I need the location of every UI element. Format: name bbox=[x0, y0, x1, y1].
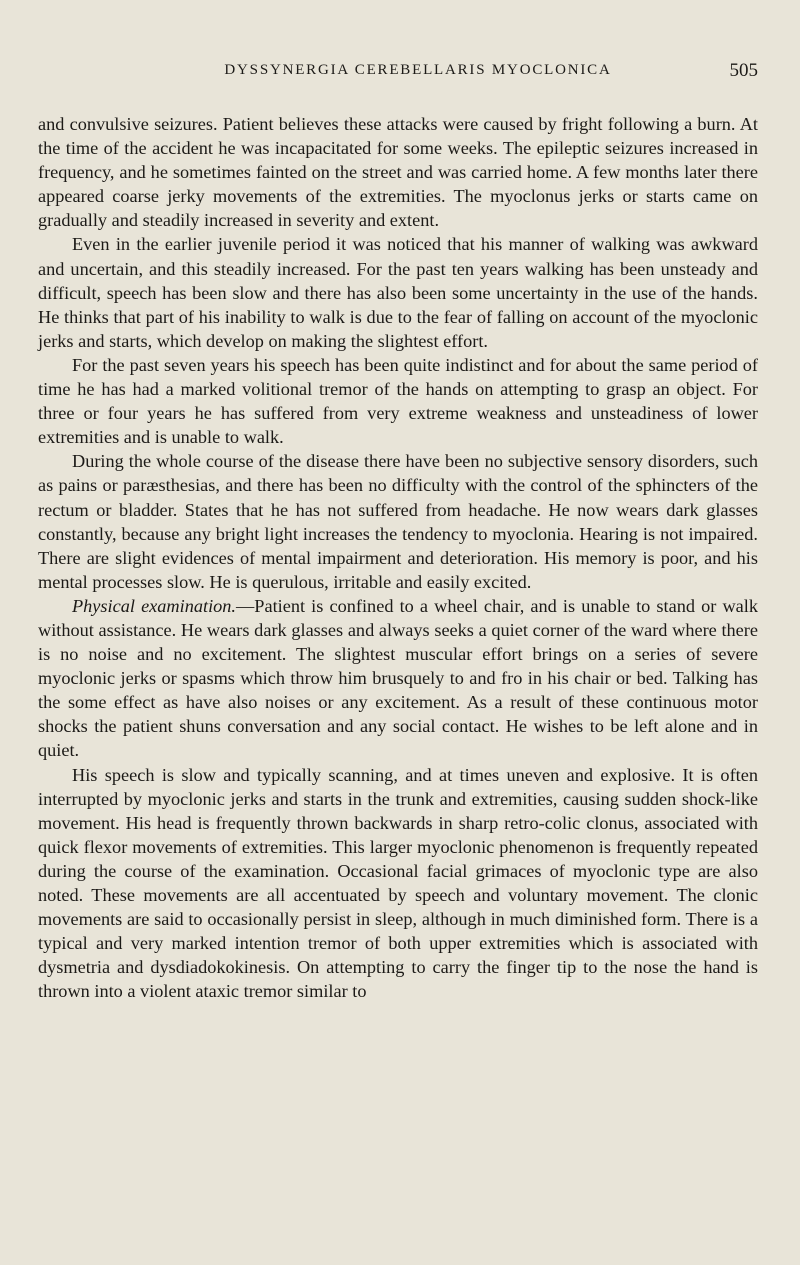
page-header bbox=[38, 62, 758, 88]
body-text bbox=[38, 112, 758, 1003]
paragraph: For the past seven years his speech has been quite indistinct and for about the same period of time he has had a marked volitional tremor of the hands on attempting to grasp an object. For three or four years he has suffered from very extreme weakness and unsteadiness of lower extremities and is unable to walk. bbox=[38, 354, 758, 448]
section-heading: Physical examination. bbox=[72, 595, 237, 616]
paragraph-text: —Patient is confined to a wheel chair, and is unable to stand or walk without assistance. He wears dark glasses and always seeks a quiet corner of the ward where there is no noise and no excitement. The slightest muscular effort brings on a series of severe myoclonic jerks or spasms which throw him brusquely to and fro in his chair or bed. Talking has the some effect as have also noises or any excitement. As a result of these continuous motor shocks the patient shuns conversation and any social contact. He wishes to be left alone and in quiet. bbox=[38, 595, 758, 761]
paragraph: Even in the earlier juvenile period it was noticed that his manner of walking was awkward and uncertain, and this steadily increased. For the past ten years walking has been unsteady and difficult, speech has been slow and there has also been some uncertainty in the use of the hands. He thinks that part of his inability to walk is due to the fear of falling on account of the myoclonic jerks and starts, which develop on making the slightest effort. bbox=[38, 234, 758, 351]
running-title: DYSSYNERGIA CEREBELLARIS MYOCLONICA bbox=[224, 62, 612, 78]
paragraph: His speech is slow and typically scanning, and at times uneven and explosive. It is often interrupted by myoclonic jerks and starts in the trunk and extremities, causing sudden shock-like movement. His head is frequently thrown backwards in sharp retro-colic clonus, associated with quick flexor movements of extremities. This larger myoclonic phenomenon is frequently repeated during the course of the examination. Occasional facial grimaces of myoclonic type are also noted. These movements are all accentuated by speech and voluntary movement. The clonic movements are said to occasionally persist in sleep, although in much diminished form. There is a typical and very marked intention tremor of both upper extremities which is associated with dysmetria and dysdiadokokinesis. On attempting to carry the finger tip to the nose the hand is thrown into a violent ataxic tremor similar to bbox=[38, 764, 758, 1002]
page-number: 505 bbox=[729, 60, 758, 81]
paragraph bbox=[38, 594, 758, 763]
paragraph: and convulsive seizures. Patient believes these attacks were caused by fright following a burn. At the time of the accident he was incapacitated for some weeks. The epileptic seizures increased in frequency, and he sometimes fainted on the street and was carried home. A few months later there appeared coarse jerky movements of the extremities. The myoclonus jerks or starts came on gradually and steadily increased in severity and extent. bbox=[38, 114, 758, 231]
paragraph: During the whole course of the disease there have been no subjective sensory disorders, such as pains or parӕsthesias, and there has been no difficulty with the control of the sphincters of the rectum or bladder. States that he has not suffered from headache. He now wears dark glasses constantly, because any bright light increases the tendency to myoclonia. Hearing is not impaired. There are slight evidences of mental impairment and deterioration. His memory is poor, and his mental processes slow. He is querulous, irritable and easily excited. bbox=[38, 451, 758, 592]
